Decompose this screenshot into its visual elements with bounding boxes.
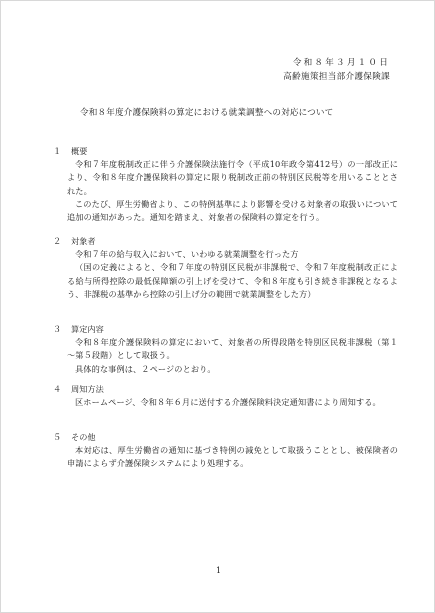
section-overview bbox=[53, 145, 398, 224]
section-paragraph: 区ホームページ、令和８年６月に送付する介護保険料決定通知書により周知する。 bbox=[75, 397, 381, 408]
section-number: ２ bbox=[53, 236, 62, 246]
section-number: ５ bbox=[53, 432, 62, 442]
section-note: （国の定義によると、令和７年度の特別区民税が非課税で、令和７年度税制改正による給与所得控除の最低保障額の引上げを受けて、令和８年度も引き続き非課税となるよう、非課税の基準から控除の引上げ分の範囲で就業調整をした方） bbox=[67, 262, 398, 299]
section-heading bbox=[53, 235, 398, 248]
section-title: 対象者 bbox=[71, 236, 96, 246]
section-notification bbox=[53, 383, 398, 409]
document-date: 令和８年３月１０日 bbox=[292, 58, 390, 68]
section-title: 算定内容 bbox=[71, 324, 104, 334]
section-paragraph: 本対応は、厚生労働省の通知に基づき特例の減免として取扱うこととし、被保険者の申請によらず介護保険システムにより処理する。 bbox=[67, 445, 398, 469]
issuing-department: 高齢施策担当部介護保険課 bbox=[283, 72, 390, 82]
section-target bbox=[53, 235, 398, 301]
section-calculation bbox=[53, 323, 398, 376]
section-paragraph: 具体的な事例は、２ページのとおり。 bbox=[75, 363, 216, 374]
document-title: 令和８年度介護保険料の算定における就業調整への対応について bbox=[80, 108, 334, 118]
section-heading bbox=[53, 431, 398, 444]
section-heading bbox=[53, 323, 398, 336]
section-heading bbox=[53, 145, 398, 158]
section-number: ３ bbox=[53, 324, 62, 334]
section-paragraph: 令和８年度介護保険料の算定において、対象者の所得段階を特別区民税非課税（第１～第５段階）として取扱う。 bbox=[67, 337, 398, 361]
section-title: 周知方法 bbox=[71, 384, 104, 394]
section-number: １ bbox=[53, 146, 62, 156]
section-number: ４ bbox=[53, 384, 62, 394]
section-paragraph: このたび、厚生労働省より、この特例基準により影響を受ける対象者の取扱いについて追加の通知があった。通知を踏まえ、対象者の保険料の算定を行う。 bbox=[67, 198, 398, 223]
section-title: 概要 bbox=[71, 146, 88, 156]
section-other bbox=[53, 431, 398, 471]
section-title: その他 bbox=[71, 432, 96, 442]
section-paragraph: 令和７年度税制改正に伴う介護保険法施行令（平成10年政令第412号）の一部改正により、令和８年度介護保険料の算定に限り税制改正前の特別区民税等を用いることとされた。 bbox=[67, 159, 398, 196]
section-heading bbox=[53, 383, 398, 396]
section-paragraph: 令和７年の給与収入において、いわゆる就業調整を行った方 bbox=[75, 249, 299, 260]
page-number: 1 bbox=[215, 566, 222, 575]
